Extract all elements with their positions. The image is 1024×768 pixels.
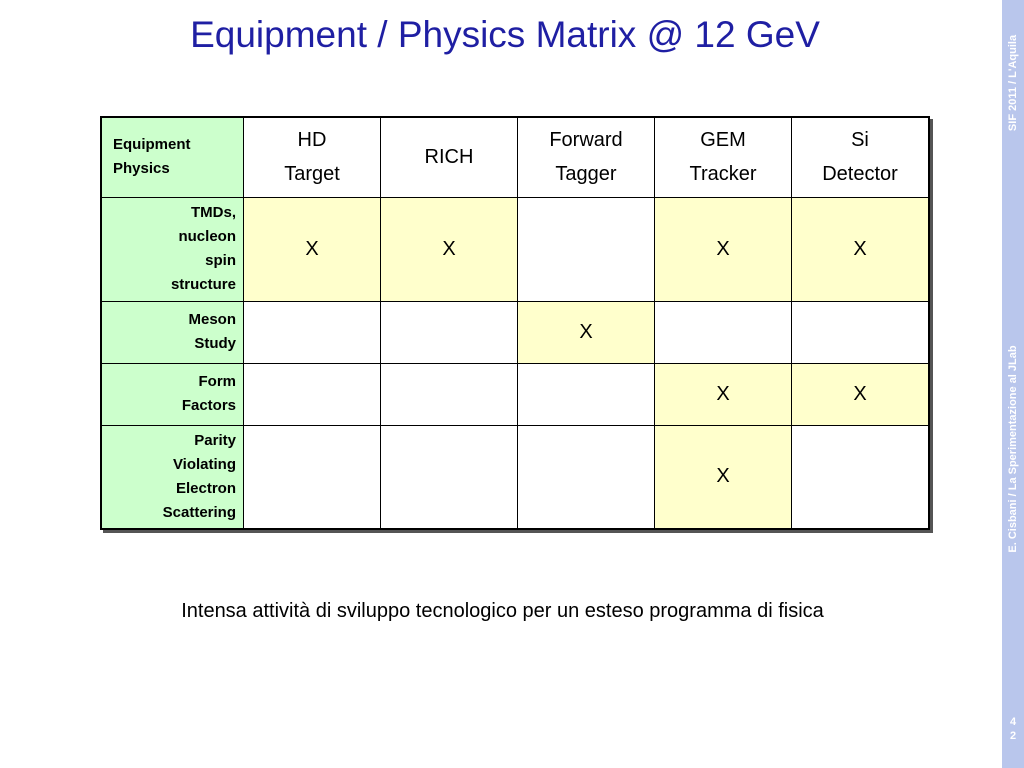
column-header-line: Detector: [822, 163, 898, 186]
table-row: [101, 425, 929, 529]
row-header-line: Meson: [188, 311, 236, 328]
matrix-cell: X: [518, 301, 655, 363]
row-header-line: Parity: [194, 431, 236, 449]
page-number: [1006, 715, 1020, 743]
row-header: [101, 301, 244, 363]
matrix-cell: [518, 425, 655, 529]
column-header-line: Tracker: [689, 163, 757, 186]
matrix-cell: [381, 301, 518, 363]
matrix-cell: X: [244, 197, 381, 301]
sidebar-author-text: E. Cisbani / La Sperimentazione al JLab: [1007, 345, 1019, 553]
matrix-cell: X: [792, 197, 930, 301]
matrix-cell: [792, 425, 930, 529]
column-header: [244, 117, 381, 197]
table-row: [101, 301, 929, 363]
matrix-cell: [655, 301, 792, 363]
row-header-line: Scattering: [162, 503, 236, 521]
slide-title: Equipment / Physics Matrix @ 12 GeV: [190, 14, 820, 55]
matrix-cell: X: [655, 363, 792, 425]
row-header: [101, 197, 244, 301]
row-header: [101, 425, 244, 529]
column-header: [381, 117, 518, 197]
column-header-line: Si: [851, 129, 869, 152]
matrix-cell: X: [792, 363, 930, 425]
equipment-physics-matrix: [100, 116, 930, 530]
corner-physics-label: Physics: [113, 160, 170, 178]
column-header-line: HD: [297, 129, 327, 152]
sidebar-band: [1002, 0, 1024, 768]
corner-equipment-label: Equipment: [113, 136, 191, 154]
table-row: [101, 197, 929, 301]
sidebar-conference-text: SIF 2011 / L'Aquila: [1007, 34, 1019, 132]
row-header-line: Electron: [175, 479, 236, 497]
column-header-line: RICH: [424, 146, 474, 169]
matrix-cell: [244, 425, 381, 529]
column-header-line: Tagger: [555, 163, 617, 186]
row-header: [101, 363, 244, 425]
row-header-line: Violating: [172, 455, 236, 473]
row-header-line: Form: [198, 373, 236, 390]
matrix-cell: [518, 363, 655, 425]
table-row: [101, 363, 929, 425]
row-header-line: Study: [194, 335, 236, 352]
page-number-line2: 2: [1009, 730, 1017, 742]
row-header-line: TMDs,: [191, 204, 236, 221]
page-number-line1: 4: [1009, 716, 1017, 728]
matrix-cell: [792, 301, 930, 363]
matrix-cell: [381, 425, 518, 529]
column-header: [518, 117, 655, 197]
matrix-cell: [244, 363, 381, 425]
column-header: [655, 117, 792, 197]
row-header-line: spin: [205, 252, 236, 269]
column-header-line: Target: [284, 163, 340, 186]
column-header: [792, 117, 930, 197]
matrix-cell: [518, 197, 655, 301]
column-header-line: Forward: [549, 129, 623, 152]
slide-caption: Intensa attività di sviluppo tecnologico per un esteso programma di fisica: [181, 600, 824, 622]
matrix-cell: X: [655, 425, 792, 529]
column-header-line: GEM: [700, 129, 746, 152]
matrix-cell: X: [381, 197, 518, 301]
matrix-cell: [244, 301, 381, 363]
row-header-line: structure: [170, 276, 236, 293]
row-header-line: nucleon: [178, 228, 236, 245]
header-row: [101, 117, 929, 197]
row-header-line: Factors: [181, 397, 236, 414]
matrix-cell: [381, 363, 518, 425]
matrix-cell: X: [655, 197, 792, 301]
corner-cell: [101, 117, 244, 197]
